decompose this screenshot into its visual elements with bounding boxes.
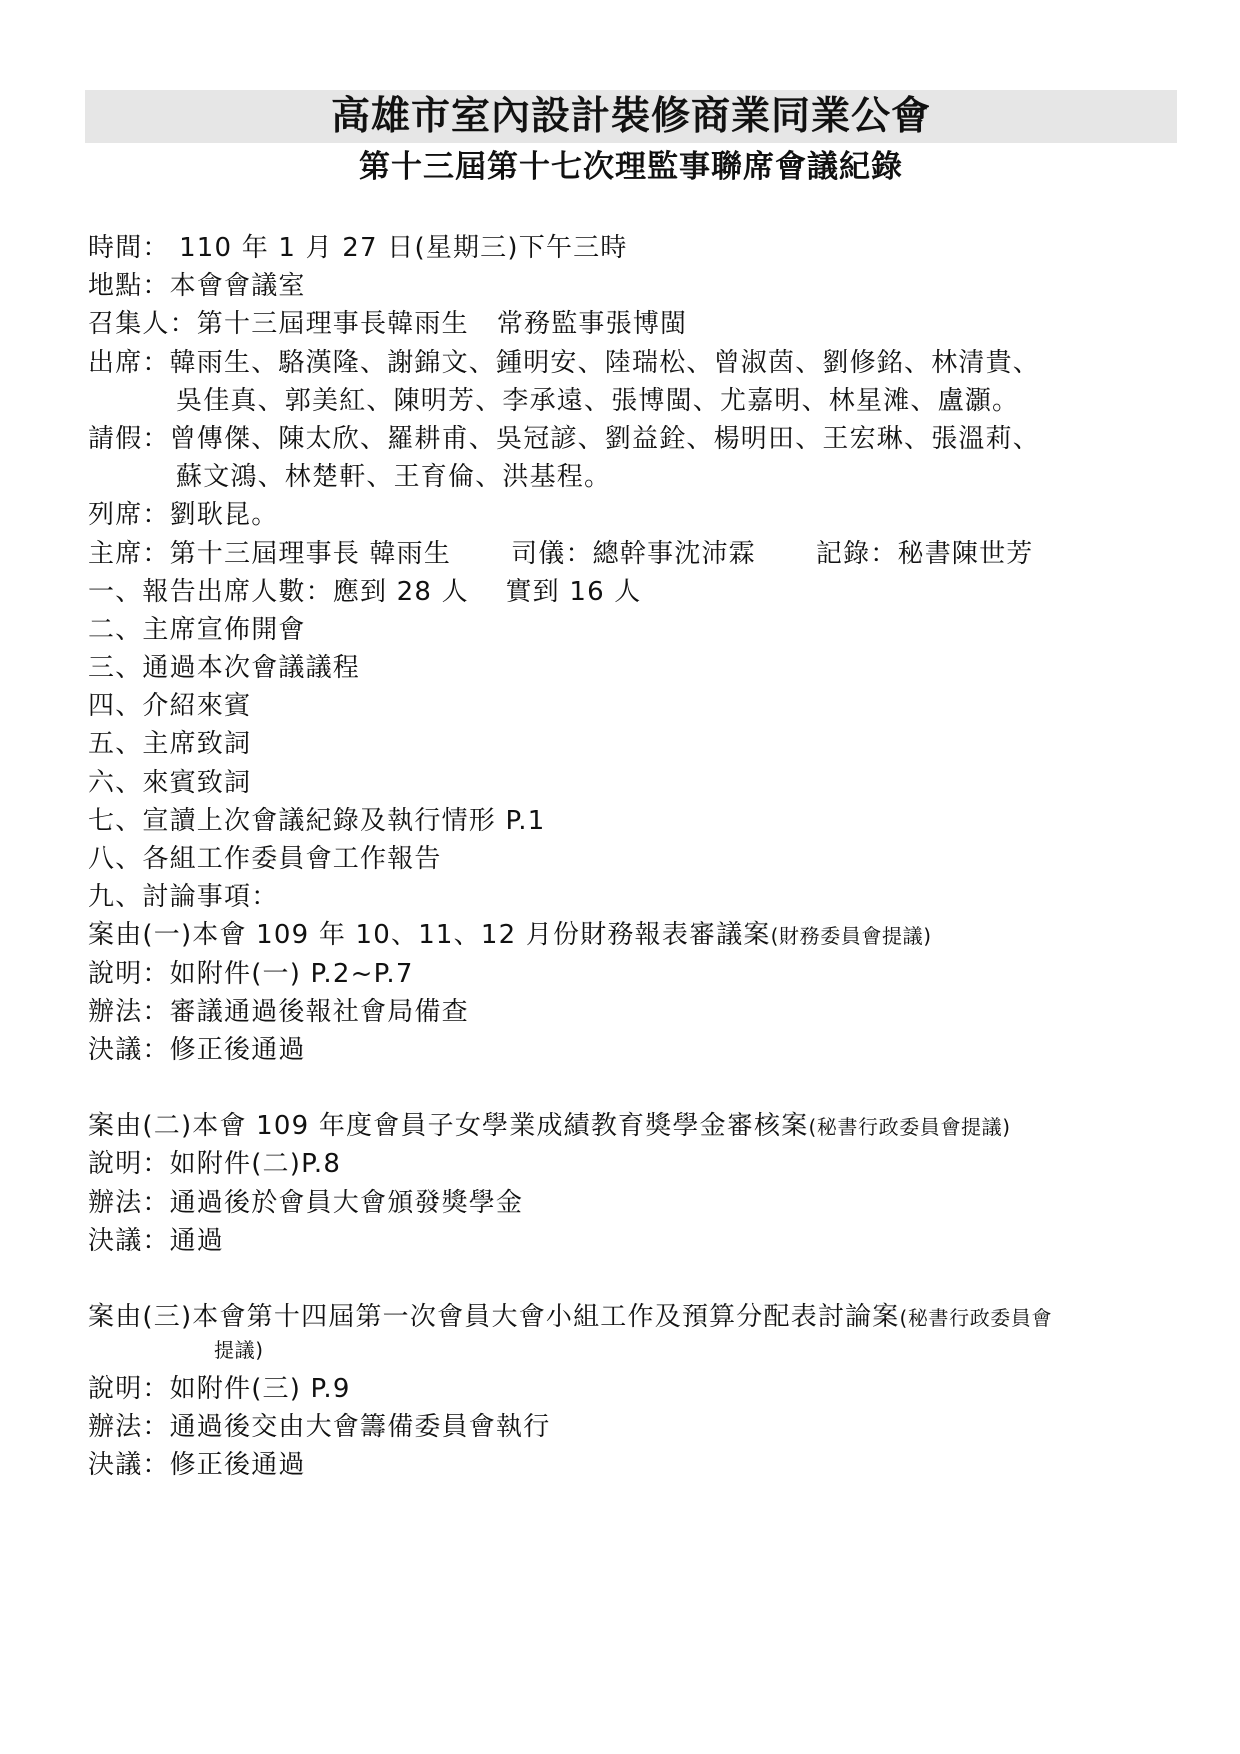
- case-1-explanation: 說明：如附件(一) P.2~P.7: [88, 958, 414, 989]
- case-proposer-note: (秘書行政委員會: [899, 1305, 1053, 1330]
- case-1-resolution: 決議：修正後通過: [88, 1034, 306, 1065]
- convener-supervisor: 常務監事張博閩: [496, 309, 688, 340]
- document-subtitle: 第十三屆第十七次理監事聯席會議紀錄: [359, 149, 903, 185]
- meeting-time: 時間： 110 年 1 月 27 日(星期三)下午三時: [88, 233, 628, 263]
- case-2-resolution: 決議：通過: [88, 1225, 225, 1256]
- minutes-body: [88, 229, 1178, 1485]
- leave-line-2: 蘇文鴻、林楚軒、王育倫、洪基程。: [176, 462, 612, 493]
- agenda-item: 九、討論事項：: [88, 882, 279, 913]
- convener-chairman: 召集人：第十三屆理事長韓雨生: [88, 309, 469, 340]
- agenda-item: 六、來賓致詞: [88, 767, 252, 798]
- agenda-item: 二、主席宣佈開會: [88, 614, 306, 645]
- case-3-explanation: 說明：如附件(三) P.9: [88, 1374, 351, 1405]
- case-2-title: [88, 1107, 1178, 1145]
- agenda-item: 一、報告出席人數：應到 28 人 實到 16 人: [88, 576, 642, 607]
- case-1-method: 辦法：審議通過後報社會局備查: [88, 996, 469, 1027]
- attendees-line-2: 吳佳真、郭美紅、陳明芳、李承遠、張博閩、尤嘉明、林星滩、盧灝。: [176, 385, 1020, 416]
- case-title-text: 案由(二)本會 109 年度會員子女學業成績教育獎學金審核案: [88, 1111, 809, 1142]
- chair-text: 主席：第十三屆理事長 韓雨生: [88, 538, 452, 569]
- agenda-item: 三、通過本次會議議程: [88, 653, 361, 684]
- case-proposer-note: (財務委員會提議): [770, 924, 932, 949]
- mc-text: 司儀：總幹事沈沛霖: [511, 538, 756, 569]
- case-3-title: [88, 1298, 1178, 1336]
- meeting-convener: [88, 305, 1178, 343]
- spacer: [88, 1069, 1178, 1107]
- spacer: [88, 1260, 1178, 1298]
- case-1-title: [88, 916, 1178, 954]
- observer-line: 列席：劉耿昆。: [88, 500, 279, 531]
- meeting-place: 地點：本會會議室: [88, 271, 306, 302]
- case-2-explanation: 說明：如附件(二)P.8: [88, 1149, 342, 1180]
- officials-line: [88, 535, 1178, 573]
- case-title-text: 案由(一)本會 109 年 10、11、12 月份財務報表審議案: [88, 920, 771, 951]
- case-3-resolution: 決議：修正後通過: [88, 1450, 306, 1481]
- leave-line-1: 請假：曾傳傑、陳太欣、羅耕甫、吳冠諺、劉益銓、楊明田、王宏琳、張溫莉、: [88, 423, 1041, 454]
- case-proposer-note: (秘書行政委員會提議): [808, 1115, 1011, 1140]
- agenda-item: 五、主席致詞: [88, 729, 252, 760]
- attendees-line-1: 出席：韓雨生、駱漢隆、謝錦文、鍾明安、陸瑞松、曾淑茵、劉修銘、林清貴、: [88, 347, 1041, 378]
- agenda-item: 七、宣讀上次會議紀錄及執行情形 P.1: [88, 805, 546, 836]
- agenda-item: 八、各組工作委員會工作報告: [88, 844, 442, 874]
- case-title-text: 案由(三)本會第十四屆第一次會員大會小組工作及預算分配表討論案: [88, 1301, 900, 1332]
- agenda-item: 四、介紹來賓: [88, 691, 252, 722]
- document-title: 高雄市室內設計裝修商業同業公會: [330, 94, 931, 139]
- case-3-method: 辦法：通過後交由大會籌備委員會執行: [88, 1412, 551, 1443]
- case-2-method: 辦法：通過後於會員大會頒發獎學金: [88, 1187, 524, 1218]
- case-3-note-continued: 提議): [214, 1338, 264, 1363]
- recorder-text: 記錄：秘書陳世芳: [815, 538, 1034, 569]
